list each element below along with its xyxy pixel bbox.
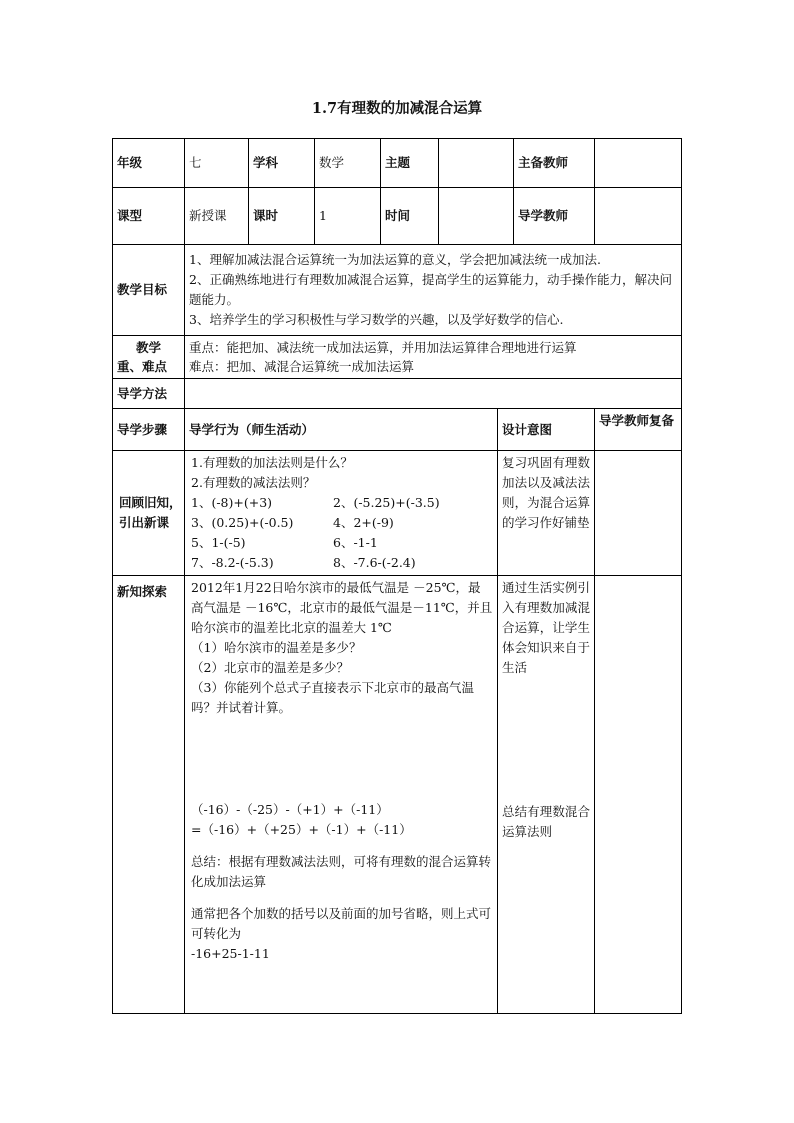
method-value	[185, 379, 682, 409]
guide-teacher-value	[595, 188, 682, 245]
review-label-line2: 引出新课	[119, 515, 170, 530]
header-intent: 设计意图	[498, 409, 595, 451]
exercise-6: 6、-1-1	[333, 535, 378, 550]
key-point-difficulty: 难点：把加、减混合运算统一成加法运算	[189, 359, 415, 374]
exercise-2: 2、(-5.25)+(-3.5)	[333, 495, 440, 510]
review-question-1: 1.有理数的加法法则是什么？	[191, 455, 353, 470]
row-method	[113, 379, 682, 409]
key-points-label	[113, 336, 185, 379]
new-notes	[595, 576, 682, 1014]
new-intent-1: 通过生活实例引入有理数加减混合运算，让学生体会知识来自于生活	[502, 580, 590, 675]
grade-value: 七	[185, 139, 249, 188]
goals-content	[185, 245, 682, 336]
review-activity	[185, 451, 498, 576]
period-label: 课时	[249, 188, 315, 245]
expression-line-1: （-16）-（-25）-（+1）+（-11）	[191, 802, 389, 817]
row-grade	[113, 139, 682, 188]
summary-text: 总结：根据有理数减法法则，可将有理数的混合运算转化成加法运算	[191, 854, 492, 889]
spacer-1	[191, 840, 493, 852]
new-section-label: 新知探索	[113, 576, 185, 1014]
new-intent-2: 总结有理数混合运算法则	[502, 804, 590, 839]
exercise-7: 7、-8.2-(-5.3)	[191, 555, 274, 570]
subject-label: 学科	[249, 139, 315, 188]
row-type	[113, 188, 682, 245]
answer-space	[191, 718, 493, 800]
type-label: 课型	[113, 188, 185, 245]
type-value: 新授课	[185, 188, 249, 245]
problem-question-3: （3）你能列个总式子直接表示下北京市的最高气温吗？并试着计算。	[191, 680, 474, 715]
document-title: 1.7有理数的加减混合运算	[311, 100, 483, 117]
goal-item-2: 2、正确熟练地进行有理数加减混合运算，提高学生的运算能力，动手操作能力，解决问题能力。	[189, 272, 672, 307]
key-points-label-line2: 重、难点	[117, 359, 168, 374]
key-points-label-line1: 教学	[135, 340, 161, 355]
review-label-line1: 回顾旧知，	[119, 495, 182, 510]
key-point-focus: 重点：能把加、减法统一成加法运算，并用加法运算律合理地进行运算	[189, 340, 577, 355]
header-activity: 导学行为（师生活动）	[185, 409, 498, 451]
problem-question-1: （1）哈尔滨市的温差是多少？	[191, 640, 362, 655]
lesson-plan-table	[112, 138, 682, 1014]
exercise-row-1	[191, 493, 493, 513]
guide-teacher-label: 导学教师	[514, 188, 595, 245]
header-review: 导学教师复备	[595, 409, 682, 451]
topic-label: 主题	[381, 139, 439, 188]
header-steps: 导学步骤	[113, 409, 185, 451]
time-label: 时间	[381, 188, 439, 245]
grade-label: 年级	[113, 139, 185, 188]
row-key-points	[113, 336, 682, 379]
review-question-2: 2.有理数的减法法则？	[191, 475, 316, 490]
review-notes	[595, 451, 682, 576]
row-goals	[113, 245, 682, 336]
period-value: 1	[315, 188, 381, 245]
simplify-text: 通常把各个加数的括号以及前面的加号省略，则上式可可转化为	[191, 906, 492, 941]
simplified-result: -16+25-1-11	[191, 946, 270, 961]
exercise-row-4	[191, 553, 493, 573]
row-header	[113, 409, 682, 451]
subject-value: 数学	[315, 139, 381, 188]
time-value	[439, 188, 514, 245]
lead-teacher-label: 主备教师	[514, 139, 595, 188]
key-points-content	[185, 336, 682, 379]
goals-label: 教学目标	[113, 245, 185, 336]
exercise-4: 4、2+(-9)	[333, 515, 394, 530]
row-review-section	[113, 451, 682, 576]
exercise-1: 1、(-8)+(+3)	[191, 495, 273, 510]
expression-line-2: =（-16）+（+25）+（-1）+（-11）	[191, 822, 412, 837]
topic-value	[439, 139, 514, 188]
row-new-section	[113, 576, 682, 1014]
spacer-2	[191, 892, 493, 904]
intent-spacer	[502, 678, 590, 802]
exercise-8: 8、-7.6-(-2.4)	[333, 555, 416, 570]
new-intent	[498, 576, 595, 1014]
new-activity	[185, 576, 498, 1014]
method-label: 导学方法	[113, 379, 185, 409]
exercise-5: 5、1-(-5)	[191, 535, 246, 550]
goal-item-1: 1、理解加减法混合运算统一为加法运算的意义，学会把加减法统一成加法.	[189, 252, 601, 267]
review-section-label	[113, 451, 185, 576]
goal-item-3: 3、培养学生的学习积极性与学习数学的兴趣，以及学好数学的信心.	[189, 312, 564, 327]
exercise-row-3	[191, 533, 493, 553]
exercise-3: 3、(0.25)+(-0.5)	[191, 515, 294, 530]
problem-question-2: （2）北京市的温差是多少？	[191, 660, 349, 675]
review-intent: 复习巩固有理数加法以及减法法则，为混合运算的学习作好铺垫	[498, 451, 595, 576]
exercise-row-2	[191, 513, 493, 533]
lead-teacher-value	[595, 139, 682, 188]
temperature-problem: 2012年1月22日哈尔滨市的最低气温是 －25℃，最高气温是 －16℃，北京市的最低气温是－11℃，并且哈尔滨市的温差比北京的温差大 1℃	[191, 580, 493, 635]
